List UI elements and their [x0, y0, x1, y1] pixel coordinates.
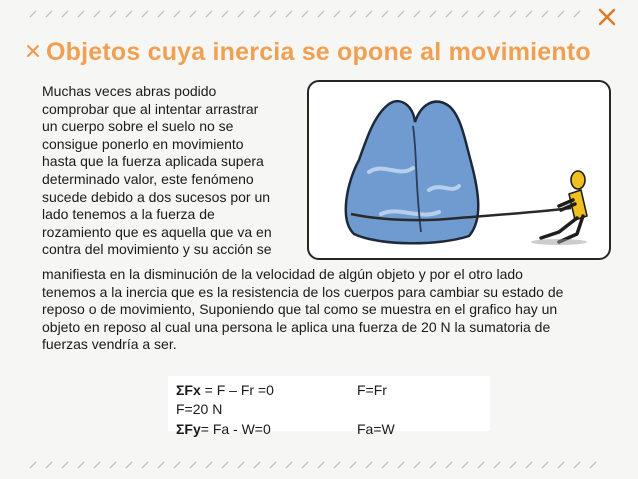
text-line: reposo o de movimiento, Suponiendo que tal como se muestra en el grafico hay un: [42, 301, 558, 318]
text-line: hasta que la fuerza aplicada supera: [42, 153, 264, 170]
sum-fy-label: ΣFy: [176, 421, 201, 437]
sum-fx-result: F=Fr: [357, 382, 387, 398]
text-line: lado tenemos a la fuerza de: [42, 206, 215, 223]
sum-fx-equation: [176, 382, 274, 398]
sum-fx-expression: = F – Fr =0: [200, 382, 274, 398]
slide-title: Objetos cuya inercia se opone al movimiento: [46, 38, 591, 66]
figure-shadow: [531, 239, 587, 245]
text-line: un cuerpo sobre el suelo no se: [42, 118, 234, 135]
text-line: comprobar que al intentar arrastrar: [42, 100, 259, 117]
text-line: rozamiento que es aquella que va en: [42, 223, 272, 240]
sum-fy-equation: [176, 421, 271, 437]
person-pulling-icon: [541, 171, 587, 242]
corner-x-mark-icon: [600, 10, 614, 24]
dash-line-bottom: [30, 462, 596, 468]
text-line: objeto en reposo al cual una persona le aplica una fuerza de 20 N la sumatoria de: [42, 318, 551, 335]
intro-paragraph-wrapped: [42, 83, 304, 259]
text-line: consigue ponerlo en movimiento: [42, 135, 244, 152]
text-line: tenemos a la inercia que es la resistencia de los cuerpos para cambiar su estado de: [42, 283, 564, 300]
rock-icon: [346, 101, 478, 243]
sum-fx-label: ΣFx: [176, 382, 201, 398]
text-line: determinado valor, este fenómeno: [42, 170, 254, 187]
title-x-mark-icon: [28, 46, 38, 56]
sum-fy-expression: = Fa - W=0: [200, 421, 271, 437]
sum-fy-result: Fa=W: [357, 421, 395, 437]
text-line: contra del movimiento y su acción se: [42, 241, 272, 258]
text-line: sucede debido a dos sucesos por un: [42, 188, 271, 205]
dash-line-top: [30, 11, 580, 17]
intro-paragraph-full: [42, 266, 622, 354]
text-line: fuerzas vendría a ser.: [42, 336, 177, 353]
text-line: manifiesta en la disminución de la velocidad de algún objeto y por el otro lado: [42, 266, 523, 282]
rock-pulling-illustration: [307, 80, 611, 260]
force-value: F=20 N: [176, 401, 223, 417]
text-line: Muchas veces abras podido: [42, 83, 217, 99]
